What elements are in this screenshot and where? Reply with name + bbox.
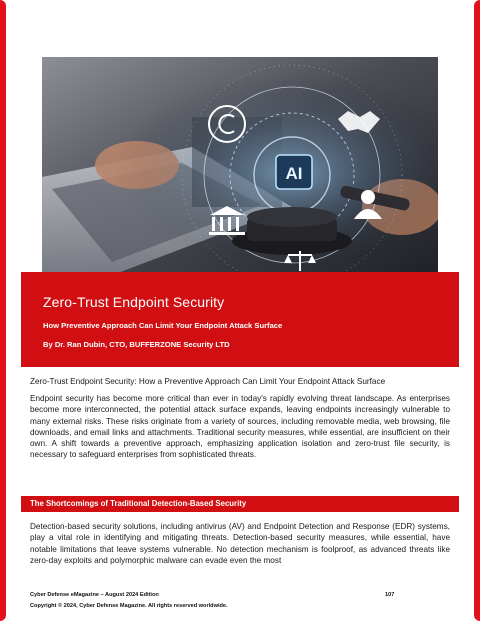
body-paragraph: Detection-based security solutions, including antivirus (AV) and Endpoint Detection and Response (EDR) systems, play a vital role in identifying and mitigating threats. Detection-based security measures, while essential, have notable limitations that leave systems vulnerable. No detection mechanism is foolproof, as advanced threats like zero-day exploits and polymorphic malware can evade even the most: [30, 522, 450, 565]
ai-badge: [286, 164, 303, 183]
hero-image: [42, 57, 438, 279]
article-title: Zero-Trust Endpoint Security: [43, 294, 225, 310]
body-paragraph: Endpoint security has become more critical than ever in today's rapidly evolving threat landscape. As enterprises become more interconnected, the potential attack surface expands, leaving endpoints increasingly vulnerable to many external risks. These risks originate from a variety of sources, including removable media, web browsing, file downloads, and email links and attachments. Traditional security measures, while essential, are insufficient on their own. A shift towards a preventive approach, emphasizing application isolation and zero-trust file security, is necessary to safeguard enterprises from sophisticated threats.: [30, 394, 450, 460]
lead-paragraph: Zero-Trust Endpoint Security: How a Preventive Approach Can Limit Your Endpoint Attack Surface: [30, 377, 386, 386]
svg-text:AI: AI: [285, 164, 303, 183]
section-heading-bar: [21, 496, 459, 512]
footer-page-number: 107: [385, 592, 395, 598]
title-banner: [21, 272, 459, 367]
footer-copyright: Copyright © 2024, Cyber Defense Magazine. All rights reserved worldwide.: [30, 603, 228, 609]
page-edge-right: [474, 0, 480, 621]
section-heading: The Shortcomings of Traditional Detection-Based Security: [30, 499, 247, 508]
article-byline: By Dr. Ran Dubin, CTO, BUFFERZONE Security LTD: [43, 340, 230, 349]
article-subtitle: How Preventive Approach Can Limit Your Endpoint Attack Surface: [43, 321, 283, 330]
footer-edition: Cyber Defense eMagazine – August 2024 Edition: [30, 592, 159, 598]
page-edge-left: [0, 0, 6, 621]
